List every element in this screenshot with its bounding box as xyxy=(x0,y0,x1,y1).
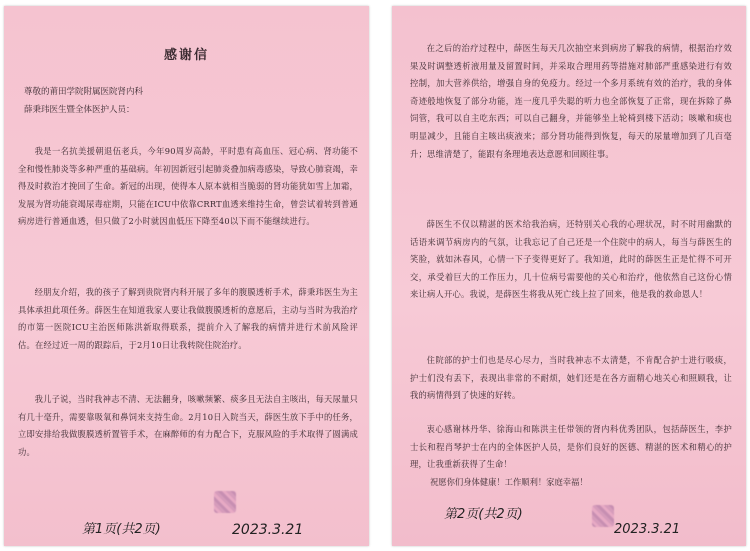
paragraph-5: 薛医生不仅以精湛的医术给我治病，还特别关心我的心理状况，时不时用幽默的话语来调节病房内的气氛，让我忘记了自己还是一个住院中的病人，每当与薛医生的笑脸，就如沐春风，心情一下子变得更好了。我知道，此时的薛医生正是忙得不可开交，承受着巨大的工作压力，几十位病号需要他的关心和治疗，他依然自己这份心情来让病人开心。我说，是薛医生将我从死亡线上拉了回来，他是我的救命恩人！ xyxy=(410,219,732,300)
date-handwritten: 2023.3.21 xyxy=(614,522,681,537)
closing-wishes: 祝愿你们身体健康！工作顺利！家庭幸福！ xyxy=(430,477,588,487)
letter-page-2 xyxy=(392,6,746,546)
addressee-line-2: 薛秉玮医生暨全体医护人员： xyxy=(24,105,135,115)
page-number-handwritten: 第1页(共2页) xyxy=(82,522,161,537)
paragraph-7: 衷心感谢林丹华、徐海山和陈洪主任带领的肾内科优秀团队，包括薛医生，李护士长和程肖琴护士在内的全体医护人员，是你们良好的医德、精湛的医术和精心的护理，让我重新获得了生命！ xyxy=(410,424,732,470)
addressee-line-1: 尊敬的莆田学院附属医院肾内科 xyxy=(24,87,144,97)
redacted-signature xyxy=(214,491,236,513)
page-number-handwritten: 第2页(共2页) xyxy=(444,507,523,522)
paragraph-4: 在之后的治疗过程中，薛医生每天几次抽空来到病房了解我的病情，根据治疗效果及时调整透析液用量及留置时间，并采取合理用药等措施对肺部严重感染进行有效控制，加大营养供给，增强自身的免疫力。经过一个多月系统有效的治疗，我的身体奇迹般地恢复了部分功能，连一度几乎失聪的听力也全部恢复了正常，现在拆除了鼻饲管，我可以自主吃东西；可以自己翻身，并能够坐上轮椅到楼下活动；咳嗽和痰也明显减少，且能自主咳出痰液来；部分肾功能得到恢复，每天的尿量增加到了几百毫升；思维清楚了，能跟有条理地表达意愿和回顾往事。 xyxy=(410,43,732,159)
date-handwritten: 2023.3.21 xyxy=(232,522,304,538)
paragraph-1: 我是一名抗美援朝退伍老兵，今年90周岁高龄，平时患有高血压、冠心病、肾功能不全和慢性肺炎等多种严重的基础病。年初因新冠引起肺炎叠加病毒感染，导致心肺衰竭，幸得及时救治才挽回了生命。新冠的出现，使得本人原本就相当脆弱的肾功能犹如雪上加霜，发展为肾功能衰竭尿毒症期，只能在ICU中依靠CRRT血透来维持生命，曾尝试着转到普通病房进行普通血透，但只做了2小时就因血低压下降至40以下而不能继续进行。 xyxy=(18,146,358,227)
paragraph-6: 住院部的护士们也是尽心尽力，当时我神志不太清楚，不肯配合护士进行吸痰，护士们没有丢下，表现出非常的不耐烦，她们还是在各方面精心地关心和照顾我，让我的病情得到了快速的好转。 xyxy=(410,355,732,401)
letter-page-1 xyxy=(4,6,369,546)
redacted-signature xyxy=(592,505,614,527)
paragraph-3: 我儿子说，当时我神志不清、无法翻身，咳嗽频繁、痰多且无法自主咳出，每天尿量只有几十毫升，需要靠吸氧和鼻饲来支持生命。2月10日入院当天，薛医生放下手中的任务，立即安排给我做腹膜透析置管手术，在麻醉师的有力配合下，克服风险的手术取得了圆满成功。 xyxy=(18,394,358,457)
letter-title: 感谢信 xyxy=(163,48,209,63)
paragraph-2: 经朋友介绍，我的孩子了解到贵院肾内科开展了多年的腹膜透析手术，薛秉玮医生为主具体承担此项任务。薛医生在知道我家人要让我做腹膜透析的意愿后，主动与当时为我治疗的市第一医院ICU主治医师陈洪新取得联系，提前介入了解我的病情并进行术前风险评估。在经过近一周的跟踪后，于2月10日让我转院住院治疗。 xyxy=(18,287,358,350)
